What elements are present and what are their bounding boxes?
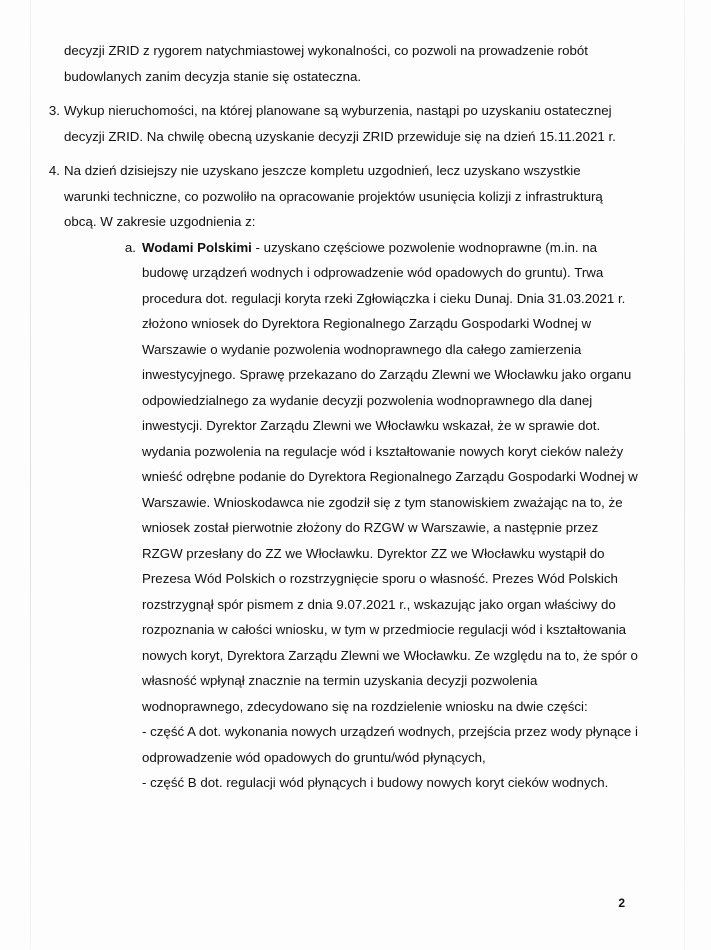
document-body (42, 38, 662, 796)
scan-edge-right (684, 0, 685, 950)
part-b-paragraph: - część B dot. regulacji wód płynących i budowy nowych koryt cieków wodnych. (142, 775, 609, 790)
list-item-4-marker: 4. (48, 163, 60, 178)
list-item-4 (48, 158, 624, 235)
sub-list-item-a-text: - uzyskano częściowe pozwolenie wodnoprawne (m.in. na budowę urządzeń wodnych i odprowadzenie wód opadowych do gruntu). Trwa procedura dot. regulacji koryta rzeki Zgłowiączka i cieku Dunaj. Dnia 31.03.2021 r. złożono wniosek do Dyrektora Regionalnego Zarządu Gospodarki Wodnej w Warszawie o wydanie pozwolenia wodnoprawnego dla całego zamierzenia inwestycyjnego. Sprawę przekazano do Zarządu Zlewni we Włocławku jako organu odpowiedzialnego za wydanie decyzji pozwolenia wodnoprawnego dla danej inwestycji. Dyrektor Zarządu Zlewni we Włocławku wskazał, że w sprawie dot. wydania pozwolenia na regulacje wód i kształtowanie nowych koryt cieków należy wnieść odrębne podanie do Dyrektora Regionalnego Zarządu Gospodarki Wodnej w Warszawie. Wnioskodawca nie zgodził się z tym stanowiskiem zważając na to, że wniosek został pierwotnie złożony do RZGW w Warszawie, a następnie przez RZGW przesłany do ZZ we Włocławku. Dyrektor ZZ we Włocławku wystąpił do Prezesa Wód Polskich o rozstrzygnięcie sporu o własność. Prezes Wód Polskich rozstrzygnął spór pismem z dnia 9.07.2021 r., wskazując jako organ właściwy do rozpoznania w całości wniosku, w tym w przedmiocie regulacji wód i kształtowania nowych koryt, Dyrektora Zarządu Zlewni we Włocławku. Ze względu na to, że spór o własność wpłynął znacznie na termin uzyskania decyzji pozwolenia wodnoprawnego, zdecydowano się na rozdzielenie wniosku na dwie części: (142, 239, 638, 714)
sub-list-item-a-lead: Wodami Polskimi (142, 239, 252, 255)
sub-list-item-a-marker: a. (124, 239, 136, 255)
page-number: 2 (618, 896, 625, 910)
sub-list-item-a (124, 235, 642, 720)
sub-list-item-a-paragraph (142, 235, 642, 720)
list-item-3-text: Wykup nieruchomości, na której planowane są wyburzenia, nastąpi po uzyskaniu ostatecznej decyzji ZRID. Na chwilę obecną uzyskanie decyzji ZRID przewiduje się na dzień 15.11.2021 r. (64, 103, 616, 144)
list-item-3 (48, 98, 624, 149)
scan-edge-left (30, 0, 31, 950)
list-item-3-marker: 3. (48, 103, 60, 118)
continuation-paragraph: decyzji ZRID z rygorem natychmiastowej wykonalności, co pozwoli na prowadzenie robót budowlanych zanim decyzja stanie się ostateczna. (64, 43, 588, 84)
list-item-4-text: Na dzień dzisiejszy nie uzyskano jeszcze kompletu uzgodnień, lecz uzyskano wszystkie warunki techniczne, co pozwoliło na opracowanie projektów usunięcia kolizji z infrastrukturą obcą. W zakresie uzgodnienia z: (64, 163, 603, 229)
part-a-paragraph: - część A dot. wykonania nowych urządzeń wodnych, przejścia przez wody płynące i odprowadzenie wód opadowych do gruntu/wód płynących, (142, 724, 638, 765)
